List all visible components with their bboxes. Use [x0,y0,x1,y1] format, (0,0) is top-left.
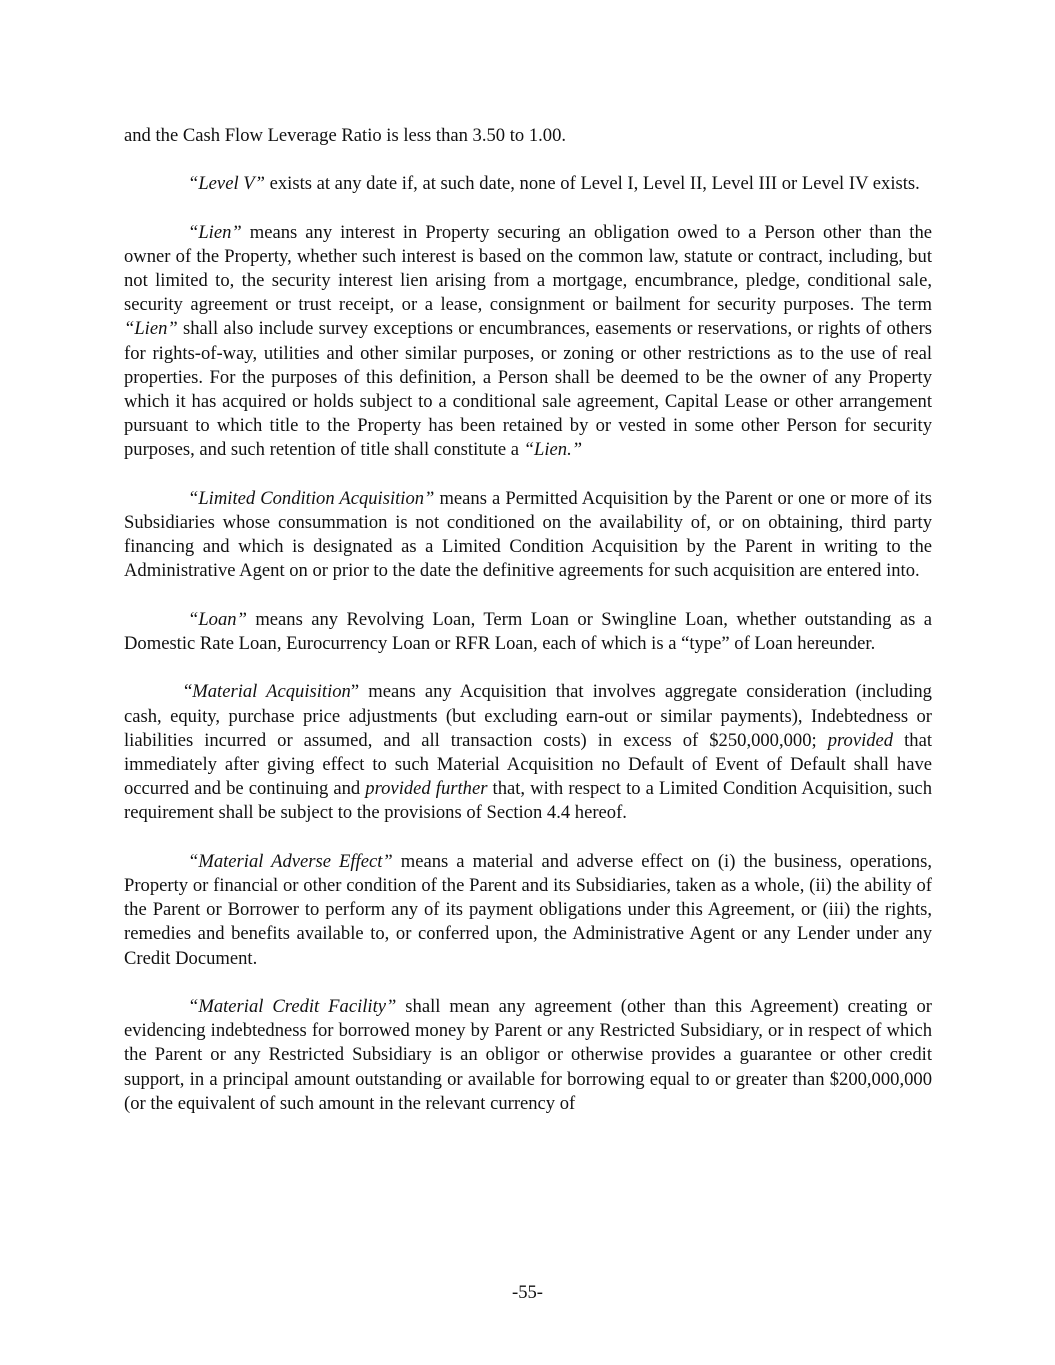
proviso-term: provided further [365,778,488,800]
close-quote: ” [350,681,360,703]
paragraph-cash-flow [124,124,932,148]
definition-text: shall also include survey exceptions or encumbrances, easements or reservations, or rights of others for rights-of-way, utilities and other similar purposes, or zoning or other restrictions as to the use of real properties. For the purposes of this definition, a Person shall be deemed to be the owner of any Property which it has acquired or holds subject to a conditional sale agreement, Capital Lease or other arrangement pursuant to which title to the Property has been retained by or vested in some other Person for security purposes, and such retention of title shall constitute a [124,318,932,461]
definition-text: that, with respect to a Limited Condition Acquisition, such requirement shall be subject to the provisions of Section 4.4 hereof. [124,778,932,824]
definition-text: means any Acquisition that involves aggregate consideration (including cash, equity, purchase price adjustments (but excluding earn-out or similar payments), Indebtedness or liabilities incurred or assumed, and all transaction costs) in excess of $250,000,000; [124,681,932,751]
definition-text: exists at any date if, at such date, none of Level I, Level II, Level III or Level IV exists. [264,173,920,195]
defined-term-reference: “Lien.” [523,439,583,461]
defined-term: “Material Credit Facility” [188,996,397,1018]
defined-term: “Lien” [188,221,242,243]
paragraph-text: and the Cash Flow Leverage Ratio is less than 3.50 to 1.00. [124,125,567,146]
defined-term: “Level V” [188,173,265,195]
proviso-term: provided [827,729,894,751]
definition-limited-condition-acquisition [124,487,932,584]
definition-text: means a material and adverse effect on (i) the business, operations, Property or financial or other condition of the Parent and its Subsidiaries, taken as a whole, (ii) the ability of the Parent or Borrower to perform any of its payment obligations under this Agreement, or (iii) the rights, remedies and benefits available to, or conferred upon, the Administrative Agent or any Lender under any Credit Document. [124,850,932,969]
defined-term: “Limited Condition Acquisition” [188,487,435,509]
definition-text: that immediately after giving effect to such Material Acquisition no Default of Event of Default shall have occurred and be continuing and [124,729,932,800]
definition-material-acquisition [124,680,932,825]
definition-text: means any interest in Property securing an obligation owed to a Person other than the owner of the Property, whether such interest is based on the common law, statute or contract, including, but not limited to, the security interest lien arising from a mortgage, encumbrance, pledge, conditional sale, security agreement or trust receipt, or a lease, consignment or bailment for security purposes. The term [124,221,932,316]
defined-term: “Loan” [188,608,247,630]
document-page [124,124,932,1140]
definition-text: means any Revolving Loan, Term Loan or Swingline Loan, whether outstanding as a Domestic Rate Loan, Eurocurrency Loan or RFR Loan, each of which is a “type” of Loan hereunder. [124,608,932,655]
definition-level-v [124,172,932,196]
page-number: -55- [512,1282,543,1303]
definition-text: shall mean any agreement (other than this Agreement) creating or evidencing indebtedness for borrowed money by Parent or any Restricted Subsidiary, or in respect of which the Parent or any Restricted Subsidiary is an obligor or otherwise provides a guarantee or other credit support, in a principal amount outstanding or available for borrowing equal to or greater than $200,000,000 (or the equivalent of such amount in the relevant currency of [124,996,932,1114]
defined-term: “Material Adverse Effect” [188,850,393,872]
definition-lien [124,221,932,463]
definition-loan [124,608,932,656]
open-quote: “ [184,681,193,703]
defined-term-reference: “Lien” [124,318,178,340]
definition-material-adverse-effect [124,850,932,971]
defined-term: Material Acquisition [192,681,351,703]
definition-text: means a Permitted Acquisition by the Parent or one or more of its Subsidiaries whose consummation is not conditioned on the availability of, or on obtaining, third party financing and which is designated as a Limited Condition Acquisition by the Parent in writing to the Administrative Agent on or prior to the date the definitive agreements for such acquisition are entered into. [124,487,932,582]
definition-material-credit-facility [124,995,932,1116]
